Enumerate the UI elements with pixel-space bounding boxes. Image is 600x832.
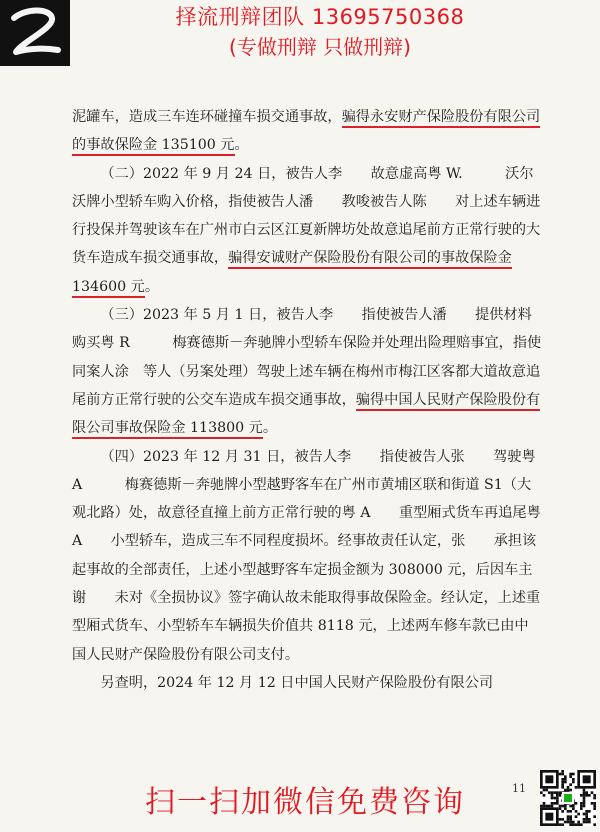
header-banner (0, 0, 600, 70)
paragraph-text: 。 (262, 420, 278, 437)
banner-title: 择流刑辩团队 13695750368 (175, 5, 465, 29)
paragraph (72, 160, 542, 301)
wechat-qr-code[interactable] (540, 770, 596, 826)
document-body (72, 103, 542, 697)
highlighted-amount-text: 骗得安诚财产保险股份有限公司的事故保险金 134600 元 (72, 250, 512, 297)
paragraph-text: （三）2023 年 5 月 1 日，被告人李 指使被告人潘 提供材料购买粤 R 梅赛德斯－奔驰牌小型轿车保险并处理出险理赔事宜，指使同案人涂 等人（另案处理）驾驶上述车辆在梅州市梅江区客都大道故意追尾前方正常行驶的公交车造成车损交通事故， (72, 307, 542, 408)
paragraph-text: 。 (144, 278, 160, 295)
paragraph-text: 泥罐车，造成三车连环碰撞车损交通事故， (72, 109, 342, 125)
paragraph (72, 103, 542, 160)
paragraph-text: 。 (234, 137, 249, 154)
page-number: 11 (512, 782, 526, 795)
paragraph-text: 另查明，2024 年 12 月 12 日中国人民财产保险股份有限公司 (100, 674, 494, 691)
banner-subtitle: (专做刑辩 只做刑辩) (229, 35, 411, 59)
brand-logo-icon (0, 0, 70, 66)
paragraph-text: （二）2022 年 9 月 24 日，被告人李 故意虚高粤 W. 沃尔沃牌小型轿车购入价格，指使被告人潘 教唆被告人陈 对上述车辆进行投保并驾驶该车在广州市白云区江夏新牌坊处故意追尾前方正常行驶的大货车造成车损交通事故， (72, 165, 541, 267)
paragraph (72, 669, 542, 697)
wechat-consult-banner: 扫一扫加微信免费咨询 (145, 785, 465, 820)
highlighted-amount-text: 骗得中国人民财产保险股份有限公司事故保险金 113800 元 (72, 392, 540, 439)
paragraph-text: （四）2023 年 12 月 31 日，被告人李 指使被告人张 驾驶粤 A 梅赛德斯－奔驰牌小型越野客车在广州市黄埔区联和街道 S1（大观北路）处，故意径直撞上前方正常行驶的粤 A 重型厢式货车再追尾粤 A 小型轿车，造成三车不同程度损坏。经事故责任认定，张 承担该起事故的全部责任，上述小型越野客车定损金额为 308000 元，后因车主谢 未对《全损协议》签字确认故未能取得事故保险金。经认定，上述重型厢式货车、小型轿车车辆损失价值共 8118 元，上述两车修车款已由中国人民财产保险股份有限公司支付。 (72, 448, 541, 663)
paragraph (72, 301, 542, 442)
highlighted-amount-text: 骗得永安财产保险股份有限公司的事故保险金 135100 元 (72, 109, 540, 156)
paragraph (72, 443, 542, 669)
